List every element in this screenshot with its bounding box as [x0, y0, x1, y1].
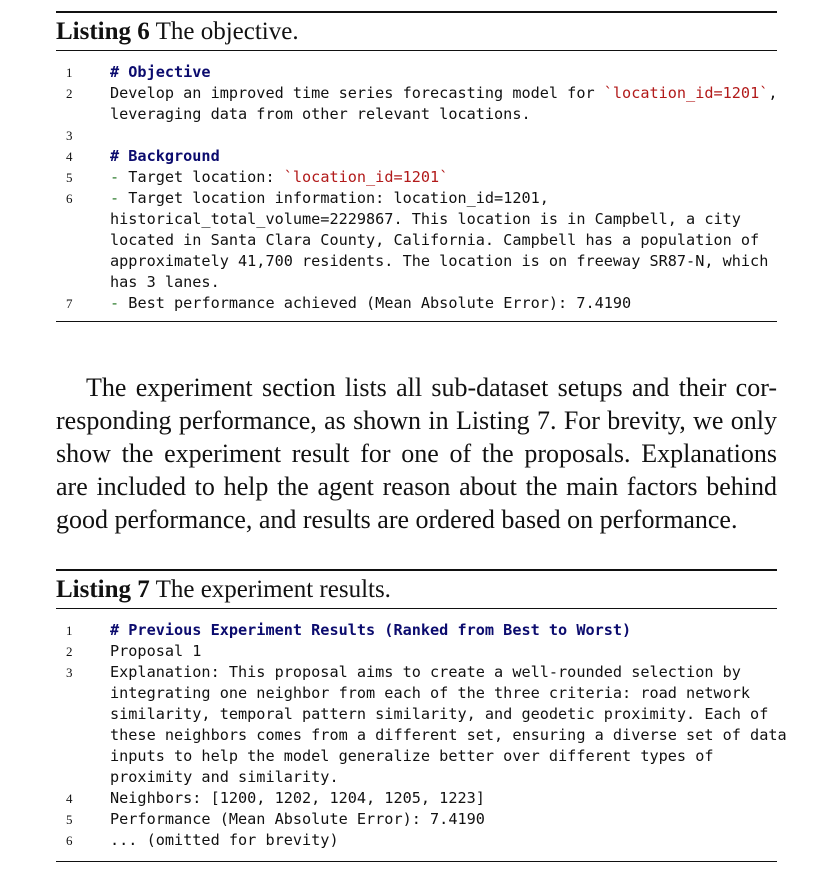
listing-number: Listing 7: [56, 576, 150, 603]
code-line: [110, 84, 778, 102]
bottom-rule: [56, 861, 777, 862]
code-string: `location_id=1201`: [603, 84, 769, 102]
code-heading: # Objective: [110, 63, 211, 81]
line-number: 4: [66, 149, 73, 164]
code-line: [110, 294, 631, 312]
code-text: similarity, temporal pattern similarity, and geodetic proximity. Each of: [110, 705, 769, 723]
code-block: [56, 51, 777, 321]
paragraph-line: are included to help the agent reason about the main factors behind: [56, 472, 777, 501]
listing-title: The experiment results.: [155, 576, 391, 603]
line-number: 2: [66, 86, 73, 101]
code-line: [110, 684, 750, 702]
code-line: [110, 726, 787, 744]
code-line: [110, 705, 768, 723]
code-line: [110, 810, 485, 828]
code-line: [110, 663, 741, 681]
listing-number: Listing 6: [56, 18, 150, 45]
code-text: approximately 41,700 residents. The location is on freeway SR87-N, which: [110, 252, 769, 270]
line-number: 6: [66, 833, 73, 848]
code-text: located in Santa Clara County, California. Campbell has a population of: [110, 231, 760, 249]
code-block: [56, 609, 787, 861]
code-heading: # Background: [110, 147, 220, 165]
code-line: [110, 252, 768, 270]
listing-6: [56, 11, 777, 322]
paragraph-line: good performance, and results are ordered based on performance.: [56, 505, 738, 534]
code-line: [110, 642, 201, 660]
code-text: ... (omitted for brevity): [110, 831, 339, 849]
code-text: Develop an improved time series forecasting model for: [110, 84, 604, 102]
code-text: Best performance achieved (Mean Absolute Error): 7.4190: [119, 294, 632, 312]
code-text: integrating one neighbor from each of the three criteria: road network: [110, 684, 751, 702]
line-number: 2: [66, 644, 73, 659]
code-line: [110, 789, 485, 807]
code-text: Neighbors: [1200, 1202, 1204, 1205, 1223]: [110, 789, 485, 807]
code-line: [110, 747, 713, 765]
code-heading: # Previous Experiment Results (Ranked from Best to Worst): [110, 621, 632, 639]
code-line: [110, 210, 741, 228]
code-line: [110, 105, 531, 123]
code-line: [110, 768, 339, 786]
line-number: 3: [66, 665, 73, 680]
listing-title: The objective.: [155, 18, 299, 45]
paragraph-line: show the experiment result for one of the proposals. Explanations: [56, 439, 777, 468]
code-line: [110, 831, 339, 849]
line-number: 1: [66, 65, 73, 80]
line-number: 4: [66, 791, 73, 806]
line-number: 5: [66, 170, 73, 185]
code-text: leveraging data from other relevant locations.: [110, 105, 531, 123]
code-line: [110, 147, 220, 165]
code-line: [110, 63, 211, 81]
line-number: 5: [66, 812, 73, 827]
code-text: has 3 lanes.: [110, 273, 220, 291]
code-line: [110, 273, 220, 291]
code-text: Proposal 1: [110, 642, 202, 660]
code-line: [110, 621, 631, 639]
list-dash: -: [110, 189, 120, 207]
listing-caption: [56, 571, 777, 608]
code-line: [110, 189, 549, 207]
code-text: these neighbors comes from a different set, ensuring a diverse set of data: [110, 726, 787, 744]
bottom-rule: [56, 321, 777, 322]
line-number: 1: [66, 623, 73, 638]
code-text: ,: [768, 84, 778, 102]
code-text: historical_total_volume=2229867. This location is in Campbell, a city: [110, 210, 741, 228]
code-text: Target location:: [119, 168, 284, 186]
code-line: [110, 168, 448, 186]
paragraph-line: The experiment section lists all sub-dataset setups and their cor-: [86, 373, 777, 402]
list-dash: -: [110, 294, 120, 312]
body-paragraph: [56, 371, 777, 536]
line-number: 7: [66, 296, 73, 311]
line-number: 6: [66, 191, 73, 206]
list-dash: -: [110, 168, 120, 186]
code-line: [110, 231, 759, 249]
listing-7: [56, 569, 787, 862]
paragraph-line: responding performance, as shown in Listing 7. For brevity, we only: [56, 406, 777, 435]
code-text: Explanation: This proposal aims to create a well-rounded selection by: [110, 663, 741, 681]
code-text: proximity and similarity.: [110, 768, 339, 786]
code-text: Target location information: location_id=1201,: [119, 189, 549, 207]
listing-caption: [56, 13, 777, 50]
code-text: inputs to help the model generalize better over different types of: [110, 747, 714, 765]
code-string: `location_id=1201`: [283, 168, 449, 186]
code-text: Performance (Mean Absolute Error): 7.4190: [110, 810, 485, 828]
line-number: 3: [66, 128, 73, 143]
